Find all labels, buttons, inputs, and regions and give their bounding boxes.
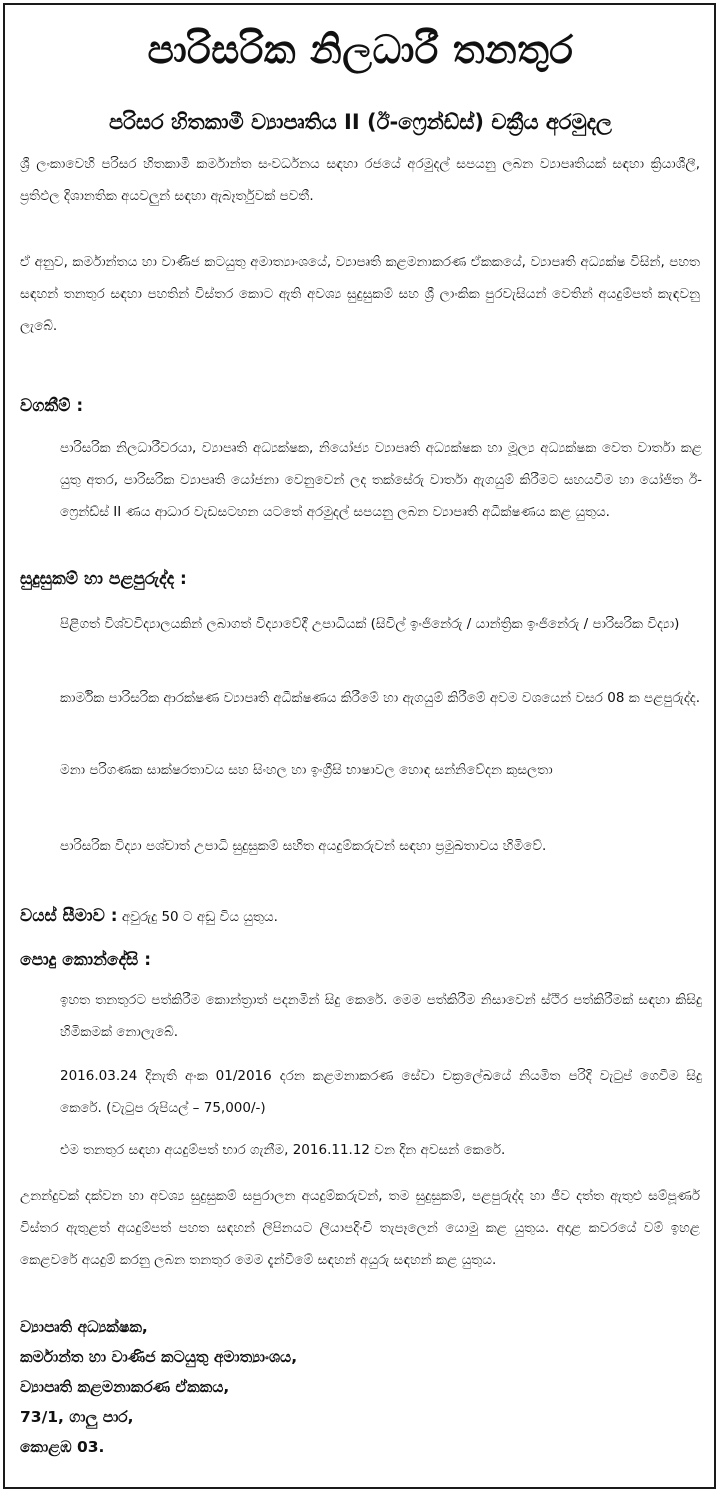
condition-item-3: එම තනතුර සඳහා අයදුම්පත් භාර ගැනීම, 2016.11.12 වන දින අවසන් කෙරේ. — [60, 1142, 506, 1158]
address-block — [20, 1312, 700, 1462]
age-limit-heading: වයස් සීමාව : — [20, 906, 118, 926]
qualification-item-3: මනා පරිගණක සාක්ෂරතාවය සහ සිංහල හා ඉංග්‍රීසි භාෂාවල හොඳ සන්නිවේදන කුසලතා — [60, 762, 553, 778]
intro-paragraph-1: ශ්‍රී ලංකාවෙහි පරිසර හිතකාමී කර්මාන්ත සංවර්ධනය සඳහා රජයේ අරමුදල් සපයනු ලබන ව්‍යාපෘතියක් සඳහා ක්‍රියාශීලී, ප්‍රතිඵල දිශානතික අයවලුන් සඳහා ඇබෑර්තුවක් පවතී. — [20, 156, 700, 204]
qualification-item-1: පිළිගත් විශ්වවිද්‍යාලයකින් ලබාගත් විද්‍යාවේදී උපාධියක් (සිවිල් ඉංජිනේරු / යාන්ත්‍රික ඉංජිනේරු / පාරිසරික විද්‍යා) — [60, 616, 680, 632]
address-line-2: කර්මාන්ත හා වාණිජ කටයුතු අමාත්‍යාංශය, — [20, 1348, 298, 1366]
qualification-item-2: කාර්මික පාරිසරික ආරක්ෂණ ව්‍යාපෘති අධීක්ෂණය කිරීමේ හා ඇගයුම් කිරීමේ අවම වශයෙන් වසර 08 ක පළපුරුද්ද. — [60, 690, 701, 706]
condition-item-1: ඉහත තනතුරට පත්කිරීම කොන්ත්‍රාත් පදනමින් සිදු කෙරේ. මෙම පත්කිරීම නිසාවෙන් ස්ථිර පත්කිරීමක් සඳහා කිසිදු හිමිකමක් නොලැබේ. — [60, 992, 702, 1040]
address-line-4: 73/1, ගාලු පාර, — [20, 1408, 134, 1426]
page-title: පාරිසරික නිලධාරී තනතුර — [147, 28, 574, 73]
address-line-3: ව්‍යාපෘති කළමනාකරණ ඒකකය, — [20, 1378, 230, 1396]
general-conditions-heading: පොදු කොන්දේසි : — [20, 950, 151, 970]
intro-paragraph-2: ඒ අනුව, කර්මාන්තය හා වාණිජ කටයුතු අමාත්‍යාංශයේ, ව්‍යාපෘති කළමනාකරණ ඒකකයේ, ව්‍යාපෘති අධ්‍යක්ෂ විසින්, පහත සඳහන් තනතුර සඳහා පහතින් විස්තර කොට ඇති අවශ්‍ය සුදුසුකම් සහ ශ්‍රී ලාංකික පුරවැසියන් වෙතින් අයදුම්පත් කැඳවනු ලැබේ. — [20, 254, 700, 334]
qualification-item-4: පාරිසරික විද්‍යා පශ්චාත් උපාධි සුදුසුකම් සහිත අයදුම්කරුවන් සඳහා ප්‍රමුඛතාවය හිමිවේ. — [60, 838, 547, 854]
address-line-1: ව්‍යාපෘති අධ්‍යක්ෂක, — [20, 1318, 148, 1336]
qualifications-heading: සුදුසුකම් හා පළපුරුද්ද : — [20, 569, 187, 589]
responsibilities-heading: වගකීම් : — [20, 396, 84, 416]
age-limit-row — [20, 902, 278, 931]
closing-paragraph: උනන්දුවක් දක්වන හා අවශ්‍ය සුදුසුකම් සපුරාලන අයදුම්කරුවන්, තම සුදුසුකම්, පළපුරුද්ද හා ජීව දත්ත ඇතුළු සම්පූර්ණ විස්තර ඇතුළත් අයදුම්පත් පහත සඳහන් ලිපිනයට ලියාපදිංචි තැපෑලෙන් යොමු කළ යුතුය. අදාළ කවරයේ වම් ඉහළ කෙළවරේ අයදුම් කරනු ලබන තනතුර මෙම දැන්වීමේ සඳහන් අයුරු සඳහන් කළ යුතුය. — [20, 1188, 700, 1268]
page-subtitle: පරිසර හිතකාමී ව්‍යාපෘතිය II (ඊ-ෆ්‍රෙන්ඩ්ස්) චක්‍රීය අරමුදල — [109, 110, 612, 134]
age-limit-value: අවුරුදු 50 ට අඩු විය යුතුය. — [117, 909, 278, 925]
address-line-5: කොළඹ 03. — [20, 1438, 105, 1456]
condition-item-2: 2016.03.24 දිනැති අංක 01/2016 දරන කළමනාකරණ සේවා චක්‍රලේඛයේ නියමිත පරිදි වැටුප් ගෙවීම සිදු කෙරේ. (වැටුප රුපියල් – 75,000/-) — [60, 1068, 702, 1116]
responsibilities-text: පාරිසරික නිලධාරීවරයා, ව්‍යාපෘති අධ්‍යක්ෂක, නියෝජ්‍ය ව්‍යාපෘති අධ්‍යක්ෂක හා මූල්‍ය අධ්‍යක්ෂක වෙත වාර්තා කළ යුතු අතර, පාරිසරික ව්‍යාපෘති යෝජනා වෙනුවෙන් ලද තක්සේරු වාර්තා ඇගයුම් කිරීමට සහයවීම හා යෝජිත ඊ-ෆ්‍රෙන්ඩ්ස් II ණය ආධාර වැඩසටහන යටතේ අරමුදල් සපයනු ලබන ව්‍යාපෘති අධීක්ෂණය කළ යුතුය. — [60, 440, 702, 520]
